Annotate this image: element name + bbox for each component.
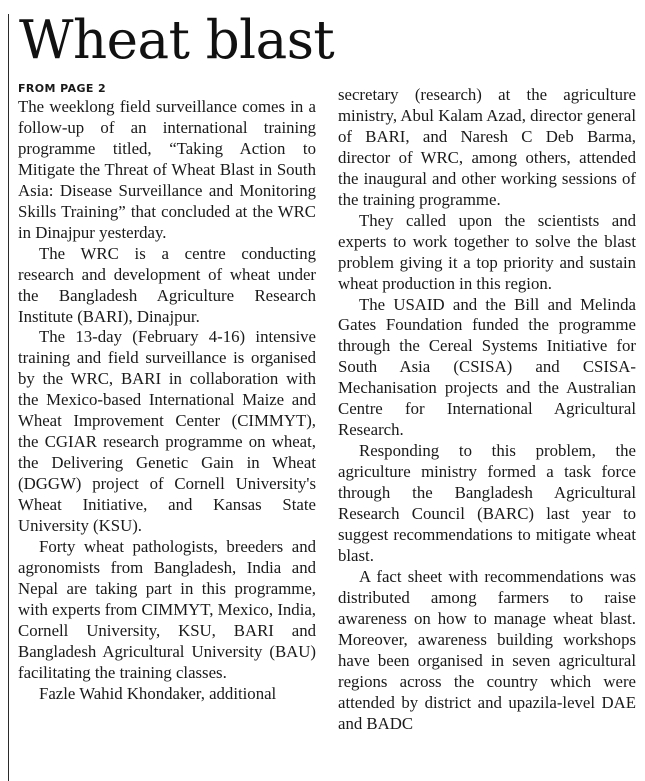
paragraph: The weeklong field surveillance comes in a follow-up of an international training programme titled, “Taking Action to Mitigate the Threat of Wheat Blast in South Asia: Disease Surveillance and Monitoring Skills Training” that concluded at the WRC in Dinajpur yesterday.: [18, 97, 316, 242]
paragraph: The WRC is a centre conducting research and development of wheat under the Bangladesh Agriculture Research Institute (BARI), Dinajpur.: [18, 243, 316, 326]
paragraph: A fact sheet with recommendations was distributed among farmers to raise awareness on how to manage wheat blast. Moreover, awareness building workshops have been organised in seven agricultural regions across the country which were attended by district and upazila-level DAE and BADC: [338, 566, 636, 733]
paragraph: The 13-day (February 4-16) intensive training and field surveillance is organised by the WRC, BARI in collaboration with the Mexico-based International Maize and Wheat Improvement Center (CIMMYT), the CGIAR research programme on wheat, the Delivering Genetic Gain in Wheat (DGGW) project of Cornell University's Wheat Initiative, and Kansas State University (KSU).: [18, 327, 316, 536]
paragraph: Fazle Wahid Khondaker, additional: [39, 683, 277, 703]
paragraph: The USAID and the Bill and Melinda Gates Foundation funded the programme through the Cereal Systems Initiative for South Asia (CSISA) and CSISA- Mechanisation projects and the Australian Centre for International Agricultural Research.: [338, 294, 636, 440]
left-column: [18, 82, 316, 705]
paragraph: Responding to this problem, the agriculture ministry formed a task force through the Bangladesh Agricultural Research Council (BARC) last year to suggest recommendations to mitigate wheat blast.: [338, 441, 636, 565]
column-rule: [8, 14, 9, 781]
kicker-from-page: FROM PAGE 2: [18, 82, 107, 95]
paragraph: Forty wheat pathologists, breeders and agronomists from Bangladesh, India and Nepal are taking part in this programme, with experts from CIMMYT, Mexico, India, Cornell University, KSU, BARI and Bangladesh Agricultural University (BAU) facilitating the training classes.: [18, 537, 316, 682]
paragraph: They called upon the scientists and experts to work together to solve the blast problem giving it a top priority and sustain wheat production in this region.: [338, 210, 636, 293]
headline: Wheat blast: [19, 10, 335, 71]
right-column: [338, 85, 636, 735]
paragraph: secretary (research) at the agriculture ministry, Abul Kalam Azad, director general of BARI, and Naresh C Deb Barma, director of WRC, among others, attended the inaugural and other working sessions of the training programme.: [338, 85, 636, 209]
